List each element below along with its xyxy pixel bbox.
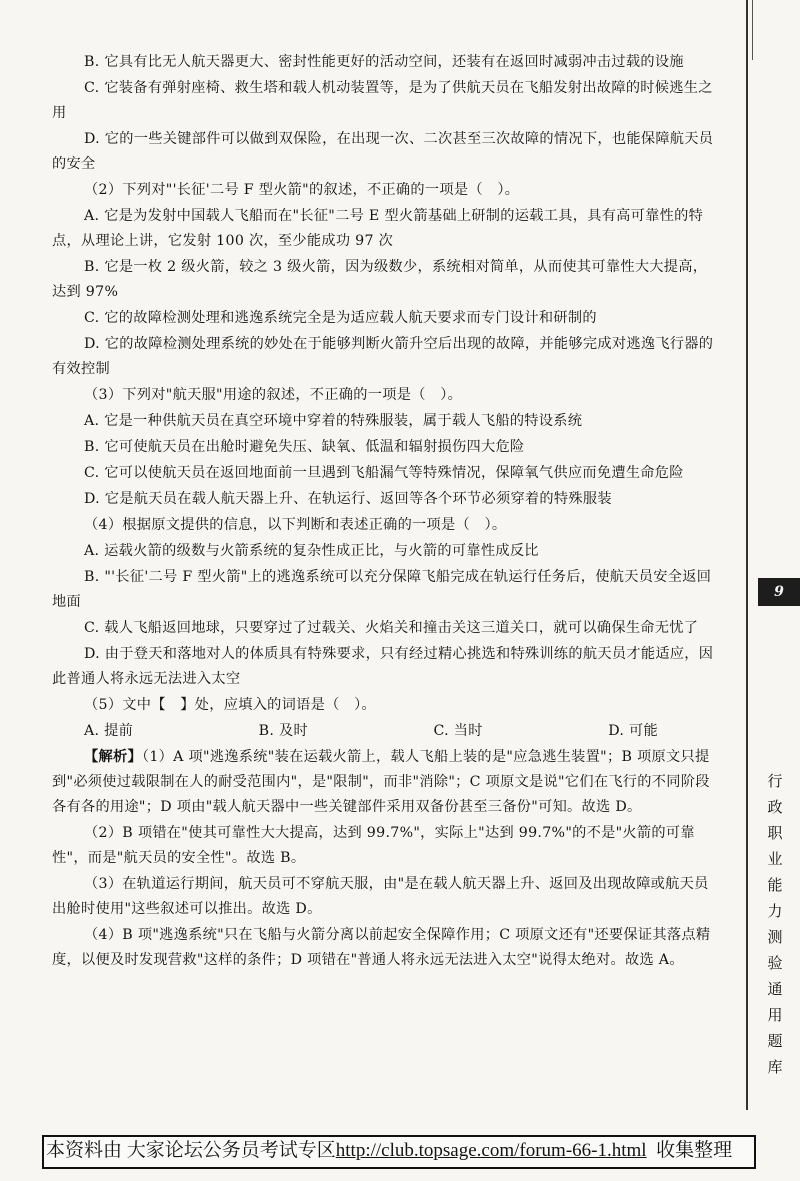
margin-rule-top: [752, 0, 753, 60]
q2-stem: （2）下列对"'长征'二号 F 型火箭"的叙述，不正确的一项是（ ）。: [84, 182, 520, 198]
q5-option-c: C. 当时: [433, 723, 483, 739]
q3-option-c: C. 它可以使航天员在返回地面前一旦遇到飞船漏气等特殊情况，保障氧气供应而免遭生命危险: [84, 465, 684, 481]
vertical-book-title: [754, 768, 796, 1080]
q4-option-d: D. 由于登天和落地对人的体质具有特殊要求，只有经过精心挑选和特殊训练的航天员才能适应，因此普通人将永远无法进入太空: [52, 646, 714, 687]
q3-option-a: A. 它是一种供航天员在真空环境中穿着的特殊服装，属于载人飞船的特设系统: [84, 413, 583, 429]
title-char: 政: [767, 798, 783, 816]
q2-option-c: C. 它的故障检测处理和逃逸系统完全是为适应载人航天要求而专门设计和研制的: [84, 310, 597, 326]
analysis-1: [52, 745, 718, 820]
title-char: 题: [767, 1032, 783, 1050]
title-char: 通: [767, 980, 783, 998]
footer-prefix: 本资料由 大家论坛公务员考试专区: [46, 1140, 336, 1161]
margin-rule: [746, 0, 748, 1110]
analysis-3: （3）在轨道运行期间，航天员可不穿航天服，由"是在载人航天器上升、返回及出现故障或航天员出舱时使用"这些叙述可以推出。故选 D。: [52, 876, 709, 917]
q4-option-a: A. 运载火箭的级数与火箭系统的复杂性成正比，与火箭的可靠性成反比: [84, 543, 539, 559]
q3-option-d: D. 它是航天员在载人航天器上升、在轨运行、返回等各个环节必须穿着的特殊服装: [84, 491, 612, 507]
title-char: 验: [767, 954, 783, 972]
q5-option-d: D. 可能: [608, 723, 658, 739]
q5-option-b: B. 及时: [258, 723, 308, 739]
analysis-2: （2）B 项错在"使其可靠性大大提高，达到 99.7%"，实际上"达到 99.7%"的不是"火箭的可靠性"，而是"航天员的安全性"。故选 B。: [52, 825, 695, 866]
title-char: 行: [767, 772, 783, 790]
analysis-1-text: （1）A 项"逃逸系统"装在运载火箭上，载人飞船上装的是"应急逃生装置"；B 项原文只提到"必须使过载限制在人的耐受范围内"，是"限制"，而非"消除"；C 项原文是说"它们在飞行的不同阶段各有各的用途"；D 项由"载人航天器中一些关键部件采用双备份甚至三备份"可知。故选 D。: [52, 749, 710, 815]
title-char: 能: [767, 876, 783, 894]
title-char: 业: [767, 850, 783, 868]
analysis-4: （4）B 项"逃逸系统"只在飞船与火箭分离以前起安全保障作用；C 项原文还有"还要保证其落点精度，以便及时发现营救"这样的条件；D 项错在"普通人将永远无法进入太空"说得太绝对。故选 A。: [52, 927, 711, 968]
q4-stem: （4）根据原文提供的信息，以下判断和表述正确的一项是（ ）。: [84, 517, 507, 533]
q5-stem: （5）文中【 】处，应填入的词语是（ ）。: [84, 697, 376, 713]
q5-option-a: A. 提前: [84, 723, 134, 739]
source-footer: [42, 1135, 756, 1169]
q3-stem: （3）下列对"航天服"用途的叙述，不正确的一项是（ ）。: [84, 387, 463, 403]
q1-option-d: D. 它的一些关键部件可以做到双保险，在出现一次、二次甚至三次故障的情况下，也能保障航天员的安全: [52, 131, 714, 172]
footer-suffix: 收集整理: [656, 1140, 733, 1161]
main-text: [52, 50, 718, 974]
q3-option-b: B. 它可使航天员在出舱时避免失压、缺氧、低温和辐射损伤四大危险: [84, 439, 525, 455]
title-char: 职: [767, 824, 783, 842]
title-char: 库: [767, 1058, 783, 1076]
title-char: 力: [767, 902, 783, 920]
q1-option-b: B. 它具有比无人航天器更大、密封性能更好的活动空间，还装有在返回时减弱冲击过载的设施: [84, 54, 684, 70]
title-char: 测: [767, 928, 783, 946]
q2-option-b: B. 它是一枚 2 级火箭，较之 3 级火箭，因为级数少，系统相对简单，从而使其可靠性大大提高，达到 97%: [52, 259, 708, 300]
q2-option-d: D. 它的故障检测处理系统的妙处在于能够判断火箭升空后出现的故障，并能够完成对逃逸飞行器的有效控制: [52, 336, 714, 377]
q5-options: [52, 719, 718, 744]
page-number-tab: 9: [758, 578, 800, 606]
analysis-label: 【解析】: [84, 749, 142, 765]
title-char: 用: [767, 1006, 783, 1024]
q4-option-c: C. 载人飞船返回地球，只要穿过了过载关、火焰关和撞击关这三道关口，就可以确保生命无忧了: [84, 620, 699, 636]
q1-option-c: C. 它装备有弹射座椅、救生塔和载人机动装置等，是为了供航天员在飞船发射出故障的时候逃生之用: [52, 80, 713, 121]
footer-link[interactable]: http://club.topsage.com/forum-66-1.html: [335, 1140, 647, 1161]
q2-option-a: A. 它是为发射中国载人飞船而在"长征"二号 E 型火箭基础上研制的运载工具，具有高可靠性的特点，从理论上讲，它发射 100 次，至少能成功 97 次: [52, 208, 704, 249]
q4-option-b: B. "'长征'二号 F 型火箭"上的逃逸系统可以充分保障飞船完成在轨运行任务后，使航天员安全返回地面: [52, 569, 712, 610]
